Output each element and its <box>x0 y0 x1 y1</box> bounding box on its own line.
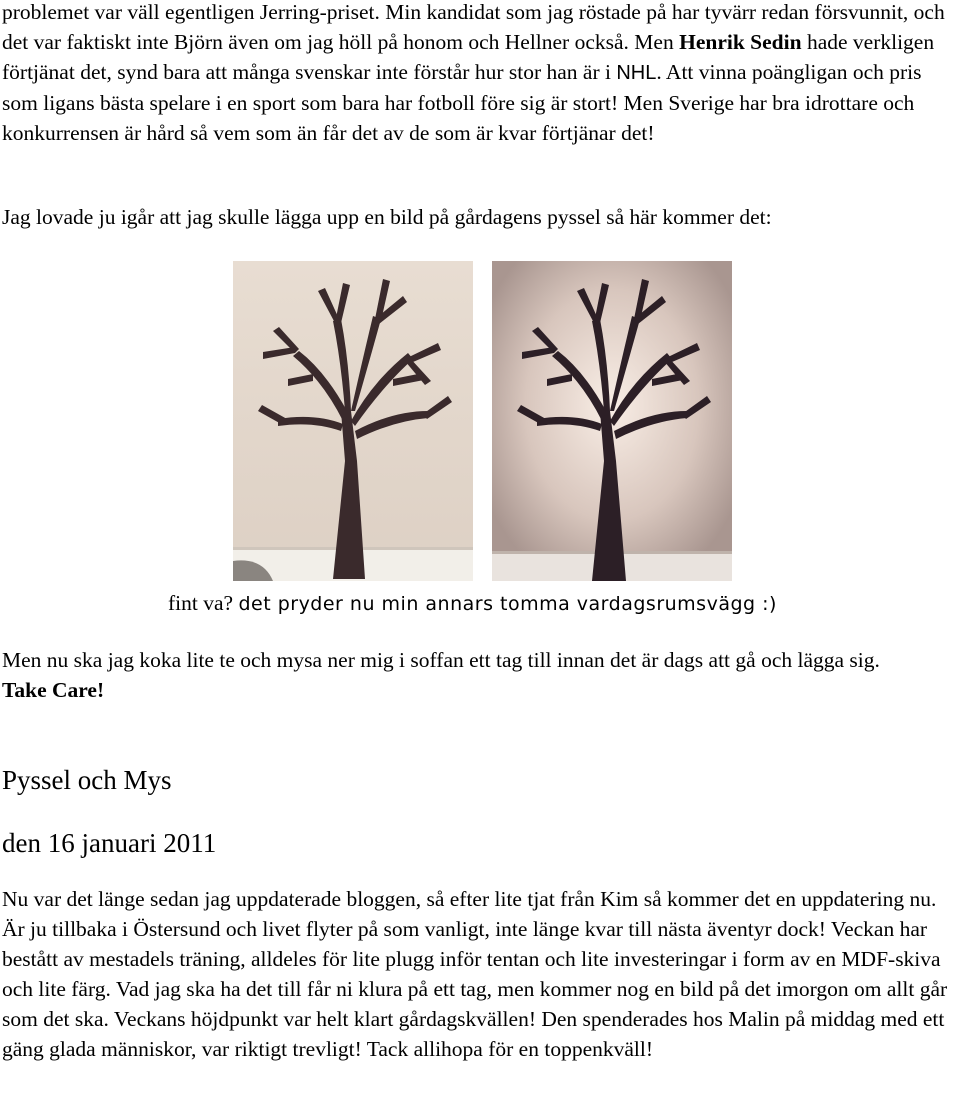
tree-photo-daylight <box>233 261 473 581</box>
post-paragraph-jerring <box>2 0 958 148</box>
paragraph-text: problemet var väll egentligen Jerring-priset. Min kandidat som jag röstade på har tyvärr redan försvunnit, och det var faktiskt inte Björn även om jag höll på honom och Hellner också. Men <box>2 0 945 54</box>
post-paragraph-closing <box>2 645 958 705</box>
photo-caption <box>168 588 777 619</box>
nhl-abbrev: NHL <box>616 62 657 84</box>
caption-text: det pryder nu min annars tomma vardagsrumsvägg :) <box>238 593 777 615</box>
paragraph-text: Men nu ska jag koka lite te och mysa ner mig i soffan ett tag till innan det är dags att gå och lägga sig. <box>2 648 880 672</box>
caption-lead: fint va? <box>168 591 239 615</box>
bold-name: Henrik Sedin <box>679 30 802 54</box>
signoff: Take Care! <box>2 678 105 702</box>
paragraph-text: . Att vinna poängligan och pris som ligans bästa spelare i en sport som bara har fotboll före sig är stort! Men Sverige har bra idrottare och konkurrensen är hård så vem som än får det av de som är kvar förtjänar det! <box>2 60 922 145</box>
post-title: Pyssel och Mys <box>2 765 172 795</box>
post-body: Nu var det länge sedan jag uppdaterade bloggen, så efter lite tjat från Kim så kommer det en uppdatering nu. Är ju tillbaka i Östersund och livet flyter på som vanligt, inte länge kvar till nästa äventyr dock! Veckan har bestått av mestadels träning, alldeles för lite plugg inför tentan och lite investeringar i form av en MDF-skiva och lite färg. Vad jag ska ha det till får ni klura på ett tag, men kommer nog en bild på det imorgon om allt går som det ska. Veckans höjdpunkt var helt klart gårdagskvällen! Den spenderades hos Malin på middag med ett gäng glada människor, var riktigt trevligt! Tack allihopa för en toppenkväll! <box>2 887 948 1061</box>
tree-photo-backlit <box>492 261 732 581</box>
post-date: den 16 januari 2011 <box>2 828 217 858</box>
post-paragraph-intro: Jag lovade ju igår att jag skulle lägga upp en bild på gårdagens pyssel så här kommer det: <box>2 205 772 229</box>
paragraph-text: hade verkligen förtjänat det, synd bara att många svenskar inte förstår hur stor han är i <box>2 30 935 84</box>
